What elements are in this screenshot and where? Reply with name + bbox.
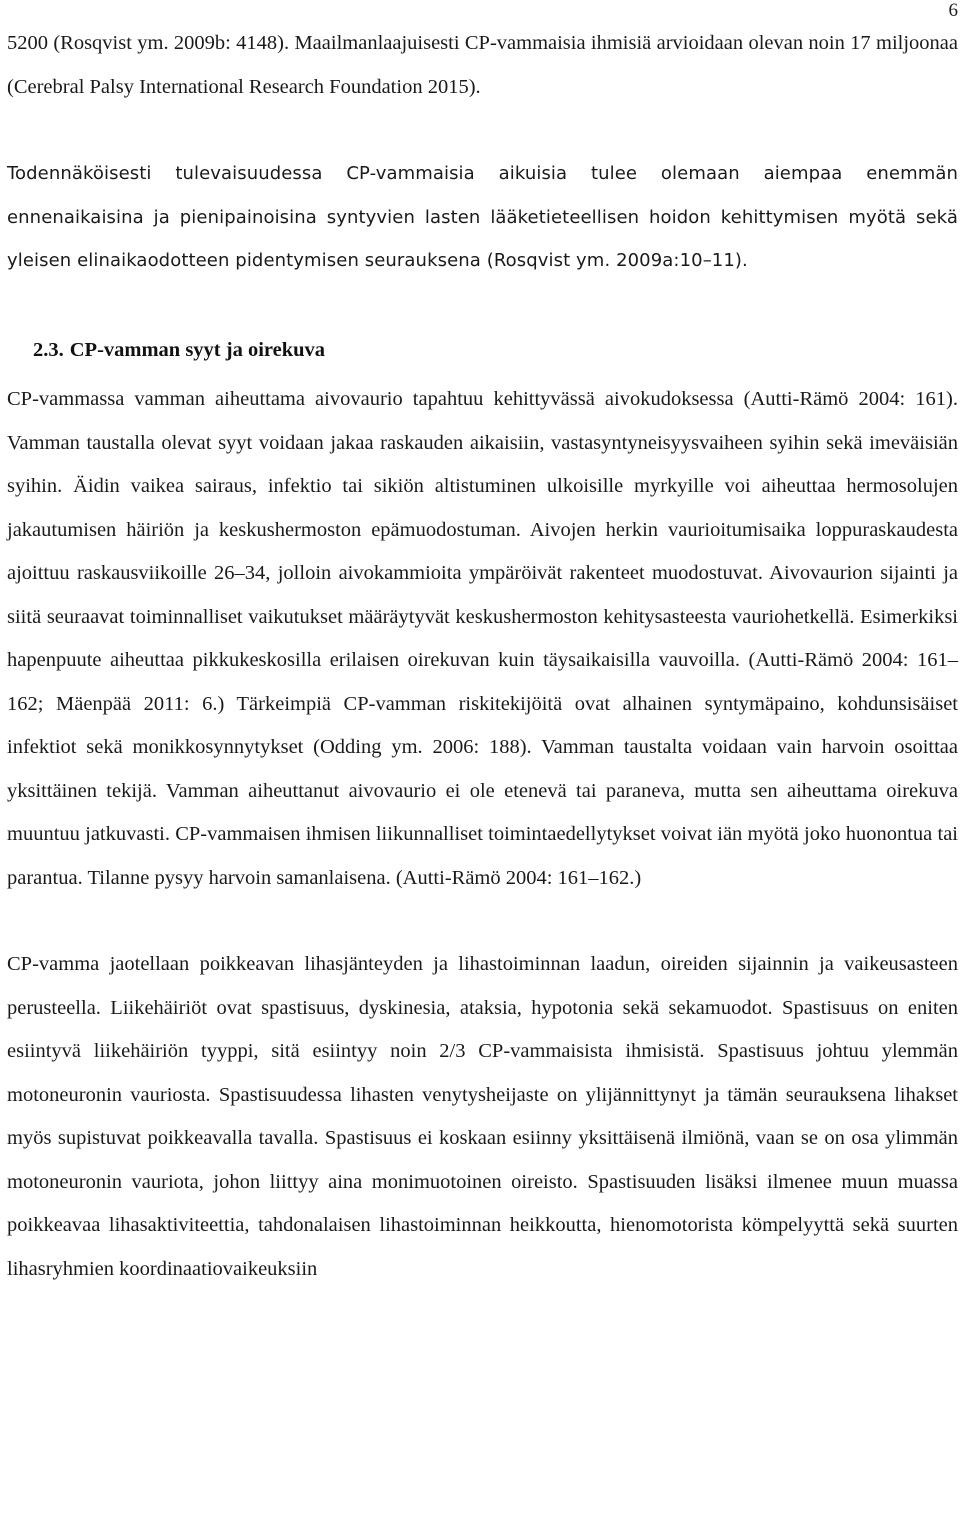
paragraph-causes: CP-vammassa vamman aiheuttama aivovaurio tapahtuu kehittyvässä aivokudoksessa (Autti-Rämö 2004: 161). Vamman taustalla olevat syyt voidaan jakaa raskauden aikaisiin, vastasyntyneisyysvaiheen syihin sekä imeväisiän syihin. Äidin vaikea sairaus, infektio tai sikiön altistuminen ulkoisille myrkyille voi aiheuttaa hermosolujen jakautumisen häiriön ja keskushermoston epämuodostuman. Aivojen herkin vaurioitumisaika loppuraskaudesta ajoittuu raskausviikoille 26–34, jolloin aivokammioita ympäröivät rakenteet muodostuvat. Aivovaurion sijainti ja siitä seuraavat toiminnalliset vaikutukset määräytyvät keskushermoston kehitysasteesta vauriohetkellä. Esimerkiksi hapenpuute aiheuttaa pikkukeskosilla erilaisen oirekuvan kuin täysaikaisilla vauvoilla. (Autti-Rämö 2004: 161–162; Mäenpää 2011: 6.) Tärkeimpiä CP-vamman riskitekijöitä ovat alhainen syntymäpaino, kohdunsisäiset infektiot sekä monikkosynnytykset (Odding ym. 2006: 188). Vamman taustalta voidaan vain harvoin osoittaa yksittäinen tekijä. Vamman aiheuttanut aivovaurio ei ole etenevä tai paraneva, mutta sen aiheuttama oirekuva muuntuu jatkuvasti. CP-vammaisen ihmisen liikunnalliset toimintaedellytykset voivat iän myötä joko huonontua tai parantua. Tilanne pysyy harvoin samanlaisena. (Autti-Rämö 2004: 161–162.) — [7, 388, 958, 889]
paragraph-spacer — [7, 900, 958, 943]
section-number: 2.3. — [33, 338, 64, 361]
page-number: 6 — [948, 0, 958, 21]
page-content — [7, 22, 958, 1291]
section-heading — [7, 329, 958, 373]
paragraph-prevalence: 5200 (Rosqvist ym. 2009b: 4148). Maailmanlaajuisesti CP-vammaisia ihmisiä arvioidaan olevan noin 17 miljoonaa (Cerebral Palsy International Research Foundation 2015). — [7, 32, 958, 98]
heading-spacer — [7, 283, 958, 329]
section-title: CP-vamman syyt ja oirekuva — [69, 338, 326, 361]
paragraph-spacer — [7, 109, 958, 152]
paragraph-classification: CP-vamma jaotellaan poikkeavan lihasjänteyden ja lihastoiminnan laadun, oireiden sijainnin ja vaikeusasteen perusteella. Liikehäiriöt ovat spastisuus, dyskinesia, ataksia, hypotonia sekä sekamuodot. Spastisuus on eniten esiintyvä liikehäiriön tyyppi, sitä esiintyy noin 2/3 CP-vammaisista ihmisistä. Spastisuus johtuu ylemmän motoneuronin vauriosta. Spastisuudessa lihasten venytysheijaste on ylijännittynyt ja tämän seurauksena lihakset myös supistuvat poikkeavalla tavalla. Spastisuus ei koskaan esiinny yksittäisenä ilmiönä, vaan se on osa ylimmän motoneuronin vauriota, johon liittyy aina monimuotoinen oireisto. Spastisuuden lisäksi ilmenee muun muassa poikkeavaa lihasaktiviteettia, tahdonalaisen lihastoiminnan heikkoutta, hienomotorista kömpelyyttä sekä suurten lihasryhmien koordinaatiovaikeuksiin — [7, 953, 958, 1280]
paragraph-future-adults: Todennäköisesti tulevaisuudessa CP-vammaisia aikuisia tulee olemaan aiempaa enemmän ennenaikaisina ja pienipainoisina syntyvien lasten lääketieteellisen hoidon kehittymisen myötä sekä yleisen elinaikaodotteen pidentymisen seurauksena (Rosqvist ym. 2009a:10–11). — [7, 163, 958, 271]
